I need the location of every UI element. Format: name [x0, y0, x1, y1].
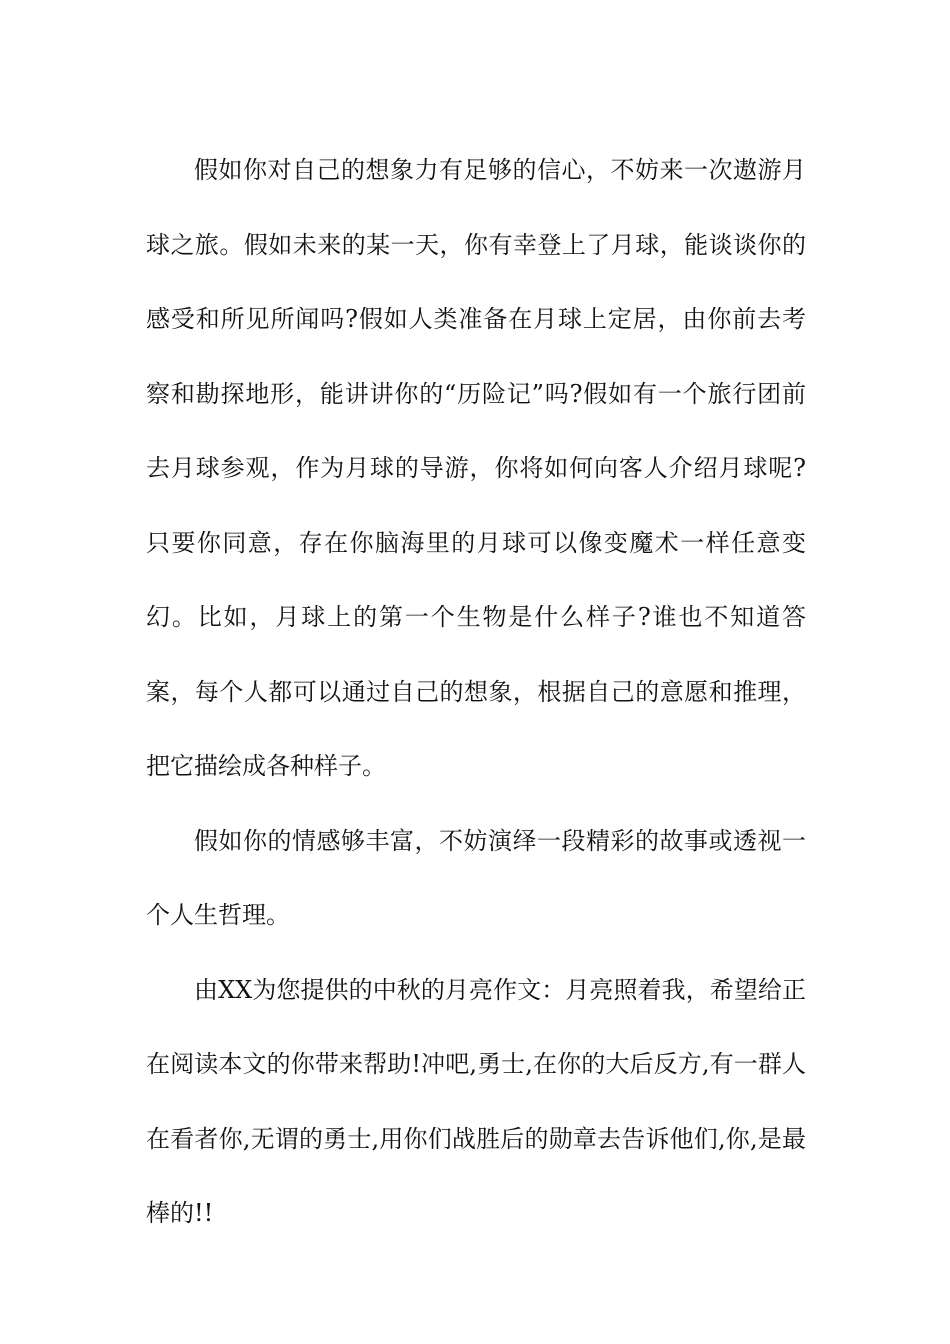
document-body — [146, 133, 806, 1251]
paragraph-emotion-story: 假如你的情感够丰富，不妨演绎一段精彩的故事或透视一个人生哲理。 — [146, 826, 806, 929]
paragraph-moon-trip: 假如你对自己的想象力有足够的信心，不妨来一次遨游月球之旅。假如未来的某一天，你有幸登上了月球，能谈谈你的感受和所见所闻吗?假如人类准备在月球上定居，由你前去考察和勘探地形，能讲讲你的“历险记”吗?假如有一个旅行团前去月球参观，作为月球的导游，你将如何向客人介绍月球呢?只要你同意，存在你脑海里的月球可以像变魔术一样任意变幻。比如，月球上的第一个生物是什么样子?谁也不知道答案，每个人都可以通过自己的想象，根据自己的意愿和推理，把它描绘成各种样子。 — [146, 156, 806, 780]
paragraph-closing: 由XX为您提供的中秋的月亮作文：月亮照着我，希望给正在阅读本文的你带来帮助!冲吧,勇士,在你的大后反方,有一群人在看者你,无谓的勇士,用你们战胜后的勋章去告诉他们,你,是最棒的!! — [146, 975, 806, 1227]
